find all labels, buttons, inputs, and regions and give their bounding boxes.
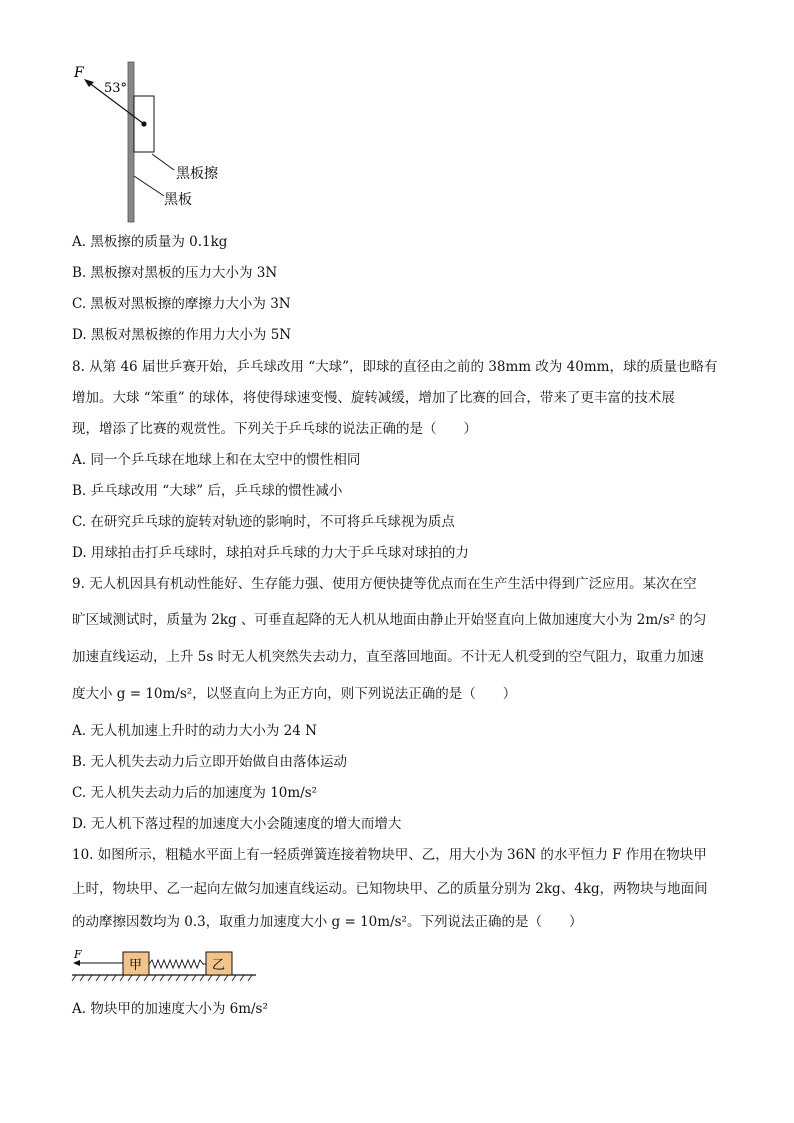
q8-stem-line-3: 现，增添了比赛的观赏性。下列关于乒乓球的说法正确的是（ ）: [72, 421, 477, 437]
q7-option-a: A. 黑板擦的质量为 0.1kg: [72, 234, 228, 250]
board-label: 黑板: [164, 192, 192, 208]
q8-stem-line-2: 增加。大球 “笨重” 的球体，将使得球速变慢、旋转减缓，增加了比赛的回合，带来了更丰富的技术展: [72, 390, 675, 406]
q8-option-b: B. 乒乓球改用 “大球” 后，乒乓球的惯性减小: [72, 483, 343, 499]
q9-option-d: D. 无人机下落过程的加速度大小会随速度的增大而增大: [72, 816, 402, 832]
q10-stem-line-3: 的动摩擦因数均为 0.3，取重力加速度大小 g = 10m/s²。下列说法正确的是（ ）: [72, 914, 583, 930]
q7-option-b: B. 黑板擦对黑板的压力大小为 3N: [72, 265, 278, 281]
q8-option-a: A. 同一个乒乓球在地球上和在太空中的惯性相同: [72, 452, 361, 468]
q8-option-d: D. 用球拍击打乒乓球时，球拍对乒乓球的力大于乒乓球对球拍的力: [72, 545, 469, 561]
q7-option-d: D. 黑板对黑板擦的作用力大小为 5N: [72, 327, 292, 343]
q9-stem-line-1: 9. 无人机因具有机动性能好、生存能力强、使用方便快捷等优点而在生产生活中得到广泛应用。某次在空: [72, 576, 697, 592]
eraser-pointer-line: [152, 154, 174, 170]
block-b-label: 乙: [212, 958, 226, 973]
block-a-label: 甲: [129, 958, 143, 973]
ground-hatch: [72, 975, 252, 981]
spring: [149, 960, 206, 968]
q9-stem-line-3: 加速直线运动，上升 5s 时无人机突然失去动力，直至落回地面。不计无人机受到的空气阻力，取重力加速: [72, 649, 704, 665]
q10-stem-line-2: 上时，物块甲、乙一起向左做匀加速直线运动。已知物块甲、乙的质量分别为 2kg、4kg，两物块与地面间: [72, 881, 708, 897]
q9-stem-line-4: 度大小 g = 10m/s²，以竖直向上为正方向，则下列说法正确的是（ ）: [72, 686, 517, 702]
q8-stem-line-1: 8. 从第 46 届世乒赛开始，乒乓球改用 “大球”，即球的直径由之前的 38mm 改为 40mm，球的质量也略有: [72, 359, 718, 375]
q9-option-a: A. 无人机加速上升时的动力大小为 24 N: [72, 723, 317, 739]
blackboard: [128, 62, 134, 222]
q10-stem-line-1: 10. 如图所示，粗糙水平面上有一轻质弹簧连接着物块甲、乙，用大小为 36N 的水平恒力 F 作用在物块甲: [72, 847, 707, 863]
q9-option-b: B. 无人机失去动力后立即开始做自由落体运动: [72, 754, 348, 770]
force-label: F: [74, 948, 82, 961]
q9-stem-line-2: 旷区域测试时，质量为 2kg 、可垂直起降的无人机从地面由静止开始竖直向上做加速度大小为 2m/s² 的匀: [72, 612, 707, 628]
board-pointer-line: [134, 176, 164, 196]
q7-option-c: C. 黑板对黑板擦的摩擦力大小为 3N: [72, 296, 291, 312]
force-label: F: [74, 65, 84, 81]
blackboard-eraser-figure: [60, 58, 250, 226]
q9-option-c: C. 无人机失去动力后的加速度为 10m/s²: [72, 785, 318, 801]
blocks-spring-figure: [70, 946, 260, 984]
q8-option-c: C. 在研究乒乓球的旋转对轨迹的影响时，不可将乒乓球视为质点: [72, 514, 455, 530]
angle-label: 53°: [104, 81, 128, 96]
eraser-label: 黑板擦: [176, 166, 218, 182]
q10-option-a: A. 物块甲的加速度大小为 6m/s²: [72, 1001, 268, 1017]
